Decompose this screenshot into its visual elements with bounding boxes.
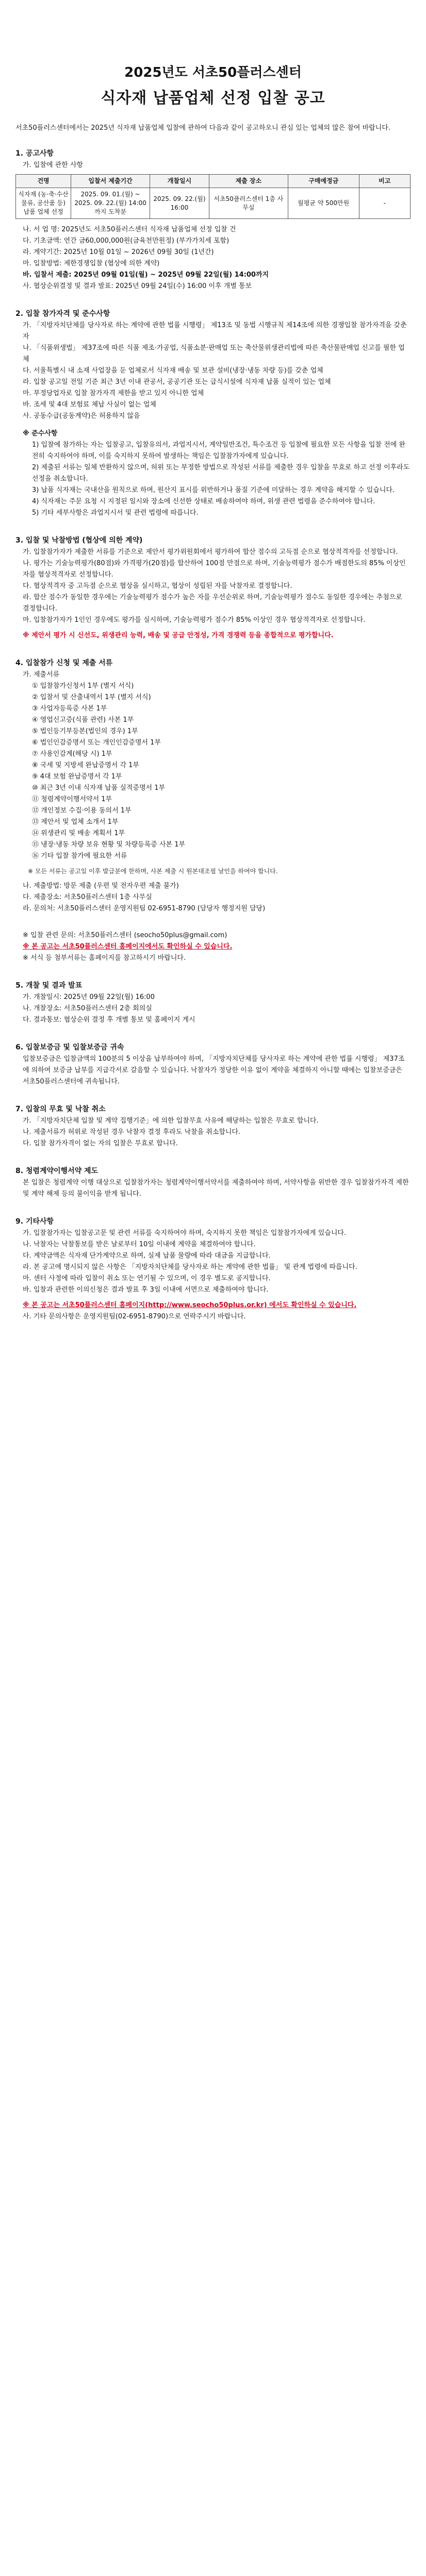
s3-highlight: ※ 제안서 평가 시 신선도, 위생관리 능력, 배송 및 공급 안정성, 가격 경쟁력 등을 종합적으로 평가합니다. (23, 632, 334, 639)
s9-item: 마. 센터 사정에 따라 입찰이 취소 또는 연기될 수 있으며, 이 경우 별도로 공지합니다. (23, 1275, 271, 1282)
s3-item: 라. 합산 점수가 동일한 경우에는 기술능력평가 점수가 높은 자를 우선순위로 하며, 기술능력평가 점수도 동일한 경우에는 추첨으로 결정합니다. (23, 594, 402, 613)
s7-item: 가. 「지방자치단체 입찰 및 계약 집행기준」에 의한 입찰무효 사유에 해당하는 입찰은 무효로 합니다. (23, 1117, 319, 1125)
cell-place: 서초50플러스센터 1층 사무실 (209, 188, 288, 219)
s3-item: 마. 입찰참가자가 1인인 경우에도 평가를 실시하며, 기술능력평가 점수가 85% 이상인 경우 협상적격자로 선정합니다. (23, 616, 366, 624)
col-open: 개찰일시 (150, 175, 209, 188)
contact-docs: ※ 서식 등 첨부서류는 홈페이지를 참고하시기 바랍니다. (23, 954, 186, 962)
s2-item: 가. 「지방자치단체를 당사자로 하는 계약에 관한 법률 시행령」 제13조 및 동법 시행규칙 제14조에 의한 경쟁입찰 참가자격을 갖춘 자 (23, 321, 407, 341)
s8-text: 본 입찰은 청렴계약 이행 대상으로 입찰참가자는 청렴계약이행서약서를 제출하여야 하며, 서약사항을 위반한 경우 입찰참가자격 제한 및 계약 해제 등의 불이익을 받게 됩니다. (23, 1179, 409, 1198)
s5-item: 가. 개찰일시: 2025년 09월 22일(월) 16:00 (23, 993, 155, 1001)
section-7-heading: 7. 입찰의 무효 및 낙찰 취소 (15, 1105, 106, 1113)
s2-item: 다. 서울특별시 내 소재 사업장을 둔 업체로서 식자재 배송 및 보관 설비(냉장·냉동 차량 등)를 갖춘 업체 (23, 367, 323, 375)
title-block (0, 0, 426, 108)
s9-item: 라. 본 공고에 명시되지 않은 사항은 「지방자치단체를 당사자로 하는 계약에 관한 법률」 및 관계 법령에 따릅니다. (23, 1263, 357, 1271)
s9-last: 사. 기타 문의사항은 운영지원팀(02-6951-8790)으로 연락주시기 바랍니다. (23, 1313, 246, 1320)
s1-item: 마. 입찰방법: 제한경쟁입찰 (협상에 의한 계약) (23, 260, 160, 267)
s3-item: 나. 평가는 기술능력평가(80점)와 가격평가(20점)를 합산하여 100점 만점으로 하며, 기술능력평가 점수가 배점한도의 85% 이상인 자를 협상적격자로 선정합니다. (23, 560, 406, 579)
s4-doc: ⑤ 법인등기부등본(법인의 경우) 1부 (32, 727, 138, 735)
s1-item-submit: 바. 입찰서 제출: 2025년 09월 01일(월) ~ 2025년 09월 22일(월) 14:00까지 (23, 271, 269, 279)
intro-text: 서초50플러스센터에서는 2025년 식자재 납품업체 입찰에 관하여 다음과 같이 공고하오니 관심 있는 업체의 많은 참여 바랍니다. (15, 124, 390, 132)
s2-item: 마. 부정당업자로 입찰 참가자격 제한을 받고 있지 아니한 업체 (23, 389, 204, 397)
s9-item: 바. 입찰과 관련한 이의신청은 결과 발표 후 3일 이내에 서면으로 제출하여야 합니다. (23, 1286, 269, 1294)
s9-item: 나. 낙찰자는 낙찰통보를 받은 날로부터 10일 이내에 계약을 체결하여야 합니다. (23, 1241, 256, 1248)
table-row (16, 188, 411, 219)
col-period: 입찰서 제출기간 (71, 175, 150, 188)
title-line-2: 식자재 납품업체 선정 입찰 공고 (101, 89, 325, 107)
s9-highlight[interactable]: ※ 본 공고는 서초50플러스센터 홈페이지(http://www.seocho50plus.or.kr) 에서도 확인하실 수 있습니다. (23, 1301, 357, 1309)
s7-item: 나. 제출서류가 허위로 작성된 경우 낙찰자 결정 후라도 낙찰을 취소합니다. (23, 1128, 241, 1136)
s7-item: 다. 입찰 참가자격이 없는 자의 입찰은 무효로 합니다. (23, 1140, 178, 1147)
s4-doc: ⑫ 개인정보 수집·이용 동의서 1부 (32, 807, 132, 815)
s2-caution: 5) 기타 세부사항은 과업지시서 및 관련 법령에 따릅니다. (32, 509, 199, 517)
s4-sub-b: 나. 제출방법: 방문 제출 (우편 및 전자우편 제출 불가) (23, 882, 179, 890)
schedule-table-header (16, 175, 411, 188)
notice-body (15, 123, 411, 1323)
s4-sub-a: 가. 제출서류 (23, 671, 60, 679)
s4-doc: ⑥ 법인인감증명서 또는 개인인감증명서 1부 (32, 739, 161, 747)
s4-doc: ⑯ 기타 입찰 참가에 필요한 서류 (32, 852, 127, 860)
s4-doc: ④ 영업신고증(식품 관련) 사본 1부 (32, 716, 134, 724)
s4-sub-c: 다. 제출장소: 서초50플러스센터 1층 사무실 (23, 893, 152, 901)
s2-caution-heading: ※ 준수사항 (23, 430, 58, 437)
s4-doc: ⑬ 제안서 및 업체 소개서 1부 (32, 818, 119, 826)
section-2-heading: 2. 입찰 참가자격 및 준수사항 (15, 310, 110, 318)
cell-period: 2025. 09. 01.(월) ~ 2025. 09. 22.(월) 14:00까지 도착분 (71, 188, 150, 219)
s2-caution: 3) 납품 식자재는 국내산을 원칙으로 하며, 원산지 표시를 위반하거나 품질 기준에 미달하는 경우 계약을 해지할 수 있습니다. (32, 486, 395, 494)
contact-notice[interactable]: ※ 본 공고는 서초50플러스센터 홈페이지에서도 확인하실 수 있습니다. (23, 943, 233, 951)
s4-doc: ⑨ 4대 보험 완납증명서 각 1부 (32, 773, 122, 781)
s4-doc: ⑪ 청렴계약이행서약서 1부 (32, 795, 112, 803)
section-1-heading: 1. 공고사항 (15, 149, 54, 158)
s2-item: 바. 조세 및 4대 보험료 체납 사실이 없는 업체 (23, 401, 156, 409)
schedule-table (15, 174, 411, 219)
s4-note: ※ 모든 서류는 공고일 이후 발급분에 한하며, 사본 제출 시 원본대조필 날인을 하여야 합니다. (28, 868, 278, 875)
s3-item: 가. 입찰참가자가 제출한 서류를 기준으로 제안서 평가위원회에서 평가하여 합산 점수의 고득점 순으로 협상적격자를 선정합니다. (23, 548, 398, 556)
s1-item: 사. 협상순위결정 및 결과 발표: 2025년 09월 24일(수) 16:00 이후 개별 통보 (23, 282, 252, 290)
col-note: 비고 (359, 175, 410, 188)
cell-open: 2025. 09. 22.(월) 16:00 (150, 188, 209, 219)
s1-item: 라. 계약기간: 2025년 10월 01일 ~ 2026년 09월 30일 (1년간) (23, 248, 214, 256)
s2-item: 나. 「식품위생법」 제37조에 따른 식품 제조·가공업, 식품소분·판매업 또는 축산물위생관리법에 따른 축산물판매업 신고를 필한 업체 (23, 344, 405, 363)
title-line-1: 2025년도 서초50플러스센터 (124, 65, 302, 80)
s4-doc: ① 입찰참가신청서 1부 (별지 서식) (32, 682, 134, 690)
section-6-heading: 6. 입찰보증금 및 입찰보증금 귀속 (15, 1043, 124, 1052)
section-8-heading: 8. 청렴계약이행서약 제도 (15, 1167, 99, 1175)
col-name: 건명 (16, 175, 71, 188)
cell-name: 식자재 (농·축·수산물류, 공산품 등) 납품 업체 선정 (16, 188, 71, 219)
s3-item: 다. 협상적격자 중 고득점 순으로 협상을 실시하고, 협상이 성립된 자를 낙찰자로 결정합니다. (23, 582, 292, 590)
section-4-heading: 4. 입찰참가 신청 및 제출 서류 (15, 659, 113, 667)
s2-caution: 1) 입찰에 참가하는 자는 입찰공고, 입찰유의서, 과업지시서, 계약일반조건, 특수조건 등 입찰에 필요한 모든 사항을 입찰 전에 완전히 숙지하여야 하며, 이를 숙지하지 못하여 발생하는 책임은 입찰참가자에게 있습니다. (32, 441, 405, 460)
s2-item: 라. 입찰 공고일 전일 기준 최근 3년 이내 관공서, 공공기관 또는 급식시설에 식자재 납품 실적이 있는 업체 (23, 378, 331, 386)
cell-note: - (359, 188, 410, 219)
s1-item: 나. 서 업 명: 2025년도 서초50플러스센터 식자재 납품업체 선정 입찰 건 (23, 226, 236, 233)
col-budget: 구매예정금 (288, 175, 359, 188)
s2-caution: 2) 제출된 서류는 일체 반환하지 않으며, 허위 또는 부정한 방법으로 작성된 서류를 제출한 경우 입찰을 무효로 하고 선정 이후라도 선정을 취소합니다. (32, 464, 410, 483)
s9-item: 가. 입찰참가자는 입찰공고문 및 관련 서류를 숙지하여야 하며, 숙지하지 못한 책임은 입찰참가자에게 있습니다. (23, 1229, 347, 1237)
section-3-heading: 3. 입찰 및 낙찰방법 (협상에 의한 계약) (15, 536, 143, 545)
s4-doc: ⑭ 위생관리 및 배송 계획서 1부 (32, 829, 125, 837)
s5-item: 나. 개찰장소: 서초50플러스센터 2층 회의실 (23, 1005, 152, 1012)
s9-item: 다. 계약금액은 식자재 단가계약으로 하며, 실제 납품 물량에 따라 대금을 지급합니다. (23, 1252, 271, 1260)
s4-doc: ⑩ 최근 3년 이내 식자재 납품 실적증명서 1부 (32, 784, 166, 792)
s4-doc: ⑧ 국세 및 지방세 완납증명서 각 1부 (32, 761, 139, 769)
s4-doc: ② 입찰서 및 산출내역서 1부 (별지 서식) (32, 693, 151, 701)
contact-email: ※ 입찰 관련 문의: 서초50플러스센터 (seocho50plus@gmail.com) (23, 931, 227, 939)
s2-caution: 4) 식자재는 주문 요청 시 지정된 일시와 장소에 신선한 상태로 배송하여야 하며, 위생 관련 법령을 준수하여야 합니다. (32, 498, 375, 505)
s2-item: 사. 공동수급(공동계약)은 허용하지 않음 (23, 412, 140, 420)
s4-doc: ⑦ 사용인감계(해당 시) 1부 (32, 750, 112, 758)
s4-sub-d: 라. 문의처: 서초50플러스센터 운영지원팀 02-6951-8790 (담당자 행정지원 담당) (23, 905, 266, 912)
col-place: 제출 장소 (209, 175, 288, 188)
s4-doc: ⑮ 냉장·냉동 차량 보유 현황 및 차량등록증 사본 1부 (32, 841, 186, 849)
cell-budget: 월평균 약 500만원 (288, 188, 359, 219)
s6-text: 입찰보증금은 입찰금액의 100분의 5 이상을 납부하여야 하며, 「지방자치단체를 당사자로 하는 계약에 관한 법률 시행령」 제37조에 의하여 보증금 납부를 지급각서로 갈음할 수 있습니다. 낙찰자가 정당한 이유 없이 계약을 체결하지 아니할 때에는 입찰보증금은 서초50플러스센터에 귀속됩니다. (23, 1055, 405, 1086)
section-5-heading: 5. 개찰 및 결과 발표 (15, 981, 83, 990)
s4-doc: ③ 사업자등록증 사본 1부 (32, 705, 107, 713)
s5-item: 다. 결과통보: 협상순위 결정 후 개별 통보 및 홈페이지 게시 (23, 1016, 195, 1024)
section-9-heading: 9. 기타사항 (15, 1217, 54, 1226)
s1-item: 다. 기초금액: 연간 금60,000,000원(금육천만원정) (부가가치세 포함) (23, 237, 230, 245)
section-1-sub-a: 가. 입찰에 관한 사항 (23, 161, 83, 169)
